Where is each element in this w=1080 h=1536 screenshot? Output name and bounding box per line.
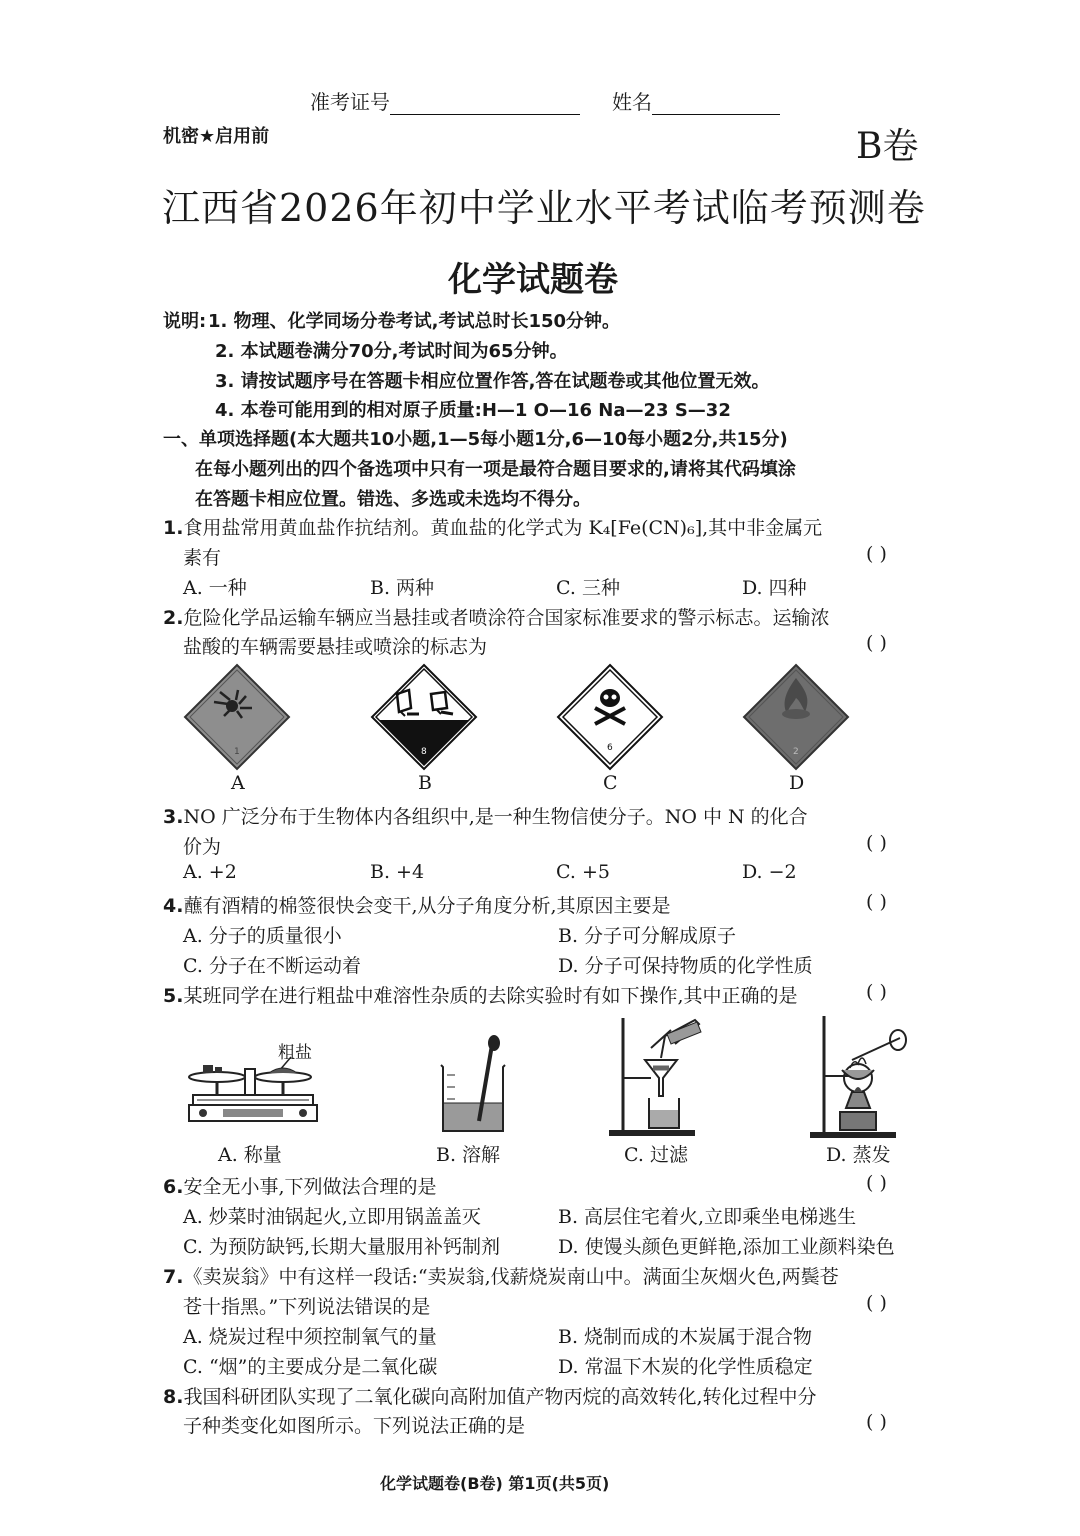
page-subtitle: 化学试题卷 [448, 260, 618, 300]
q5-label-c: C. 过滤 [624, 1144, 688, 1166]
q4-option-b: B. 分子可分解成原子 [558, 925, 737, 947]
sign-number-8: 8 [421, 747, 427, 757]
question-3-line2: 价为 [183, 836, 222, 858]
q5-label-b: B. 溶解 [436, 1144, 501, 1166]
q6-option-c: C. 为预防缺钙,长期大量服用补钙制剂 [183, 1236, 500, 1258]
question-1-line2: 素有 [183, 547, 222, 569]
question-2-text: 危险化学品运输车辆应当悬挂或者喷涂符合国家标准要求的警示标志。运输浓 [183, 607, 830, 629]
q2-label-a: A [231, 772, 245, 794]
name-label: 姓名 [612, 90, 652, 114]
filtration-setup-icon [605, 1014, 705, 1138]
salt-label: 粗盐 [278, 1043, 312, 1063]
question-8-text: 我国科研团队实现了二氧化碳向高附加值产物丙烷的高效转化,转化过程中分 [183, 1386, 817, 1408]
q7-option-d: D. 常温下木炭的化学性质稳定 [558, 1356, 813, 1378]
q7-option-b: B. 烧制而成的木炭属于混合物 [558, 1326, 813, 1348]
question-7: 7.《卖炭翁》中有这样一段话:“卖炭翁,伐薪烧炭南山中。满面尘灰烟火色,两鬓苍 [163, 1266, 839, 1288]
page-title: 江西省2026年初中学业水平考试临考预测卷 [162, 186, 926, 230]
note-item-4: 4. 本卷可能用到的相对原子质量:H—1 O—16 Na—23 S—32 [215, 400, 731, 421]
answer-paren-4: ( ) [866, 891, 887, 913]
answer-paren-6: ( ) [866, 1172, 887, 1194]
ticket-number-label: 准考证号 [310, 90, 390, 114]
ticket-number-blank [390, 92, 580, 115]
question-7-text: 《卖炭翁》中有这样一段话:“卖炭翁,伐薪烧炭南山中。满面尘灰烟火色,两鬓苍 [183, 1266, 839, 1288]
notes-lead: 说明: [163, 311, 207, 332]
question-5: 5.某班同学在进行粗盐中难溶性杂质的去除实验时有如下操作,其中正确的是 [163, 985, 798, 1007]
question-2: 2.危险化学品运输车辆应当悬挂或者喷涂符合国家标准要求的警示标志。运输浓 [163, 607, 830, 629]
q3-option-a: A. +2 [183, 861, 237, 883]
hazard-sign-toxic-icon [557, 664, 663, 770]
volume-label: B卷 [856, 126, 919, 167]
question-6-text: 安全无小事,下列做法合理的是 [183, 1176, 437, 1198]
q1-option-c: C. 三种 [556, 577, 620, 599]
q1-option-d: D. 四种 [742, 577, 807, 599]
answer-paren-5: ( ) [866, 981, 887, 1003]
q6-option-d: D. 使馒头颜色更鲜艳,添加工业颜料染色 [558, 1236, 895, 1258]
question-3: 3.NO 广泛分布于生物体内各组织中,是一种生物信使分子。NO 中 N 的化合 [163, 806, 808, 828]
q7-option-a: A. 烧炭过程中须控制氧气的量 [183, 1326, 437, 1348]
note-item-2: 2. 本试题卷满分70分,考试时间为65分钟。 [215, 341, 568, 362]
page-footer: 化学试题卷(B卷) 第1页(共5页) [380, 1474, 610, 1493]
q6-option-a: A. 炒菜时油锅起火,立即用锅盖盖灭 [183, 1206, 481, 1228]
hazard-sign-flammable-icon [743, 664, 849, 770]
answer-paren-8: ( ) [866, 1411, 887, 1433]
question-7-line2: 苍十指黑。”下列说法错误的是 [183, 1296, 431, 1318]
sign-number-6: 6 [607, 743, 613, 753]
q3-option-b: B. +4 [370, 861, 425, 883]
question-8-line2: 子种类变化如图所示。下列说法正确的是 [183, 1415, 526, 1437]
section-desc-1: 在每小题列出的四个备选项中只有一项是最符合题目要求的,请将其代码填涂 [195, 459, 796, 480]
q7-option-c: C. “烟”的主要成分是二氧化碳 [183, 1356, 438, 1378]
hazard-sign-corrosive-icon [371, 664, 477, 770]
q3-option-d: D. −2 [742, 861, 797, 883]
q5-label-a: A. 称量 [218, 1144, 282, 1166]
question-5-text: 某班同学在进行粗盐中难溶性杂质的去除实验时有如下操作,其中正确的是 [183, 985, 798, 1007]
note-item-3: 3. 请按试题序号在答题卡相应位置作答,答在试题卷或其他位置无效。 [215, 371, 770, 392]
question-3-text: NO 广泛分布于生物体内各组织中,是一种生物信使分子。NO 中 N 的化合 [183, 806, 808, 828]
q3-option-c: C. +5 [556, 861, 610, 883]
beaker-stirring-icon [433, 1035, 513, 1135]
note-item-1: 1. 物理、化学同场分卷考试,考试总时长150分钟。 [208, 311, 621, 332]
question-1-text: 食用盐常用黄血盐作抗结剂。黄血盐的化学式为 K₄[Fe(CN)₆],其中非金属元 [183, 517, 823, 539]
q1-option-a: A. 一种 [183, 577, 247, 599]
question-1: 1.食用盐常用黄血盐作抗结剂。黄血盐的化学式为 K₄[Fe(CN)₆],其中非金属元 [163, 517, 823, 539]
name-blank [652, 92, 780, 115]
sign-number-1: 1 [234, 747, 240, 757]
question-8: 8.我国科研团队实现了二氧化碳向高附加值产物丙烷的高效转化,转化过程中分 [163, 1386, 817, 1408]
q4-option-d: D. 分子可保持物质的化学性质 [558, 955, 813, 977]
ticket-number-field [310, 86, 580, 115]
section-desc-2: 在答题卡相应位置。错选、多选或未选均不得分。 [195, 489, 591, 510]
q1-option-b: B. 两种 [370, 577, 435, 599]
q4-option-c: C. 分子在不断运动着 [183, 955, 361, 977]
q2-label-c: C [603, 772, 618, 794]
answer-paren-1: ( ) [866, 543, 887, 565]
name-field [612, 86, 780, 115]
answer-paren-7: ( ) [866, 1292, 887, 1314]
sign-number-2: 2 [793, 747, 799, 757]
question-4-text: 蘸有酒精的棉签很快会变干,从分子角度分析,其原因主要是 [183, 895, 671, 917]
question-6: 6.安全无小事,下列做法合理的是 [163, 1176, 437, 1198]
q2-label-d: D [789, 772, 805, 794]
answer-paren-2: ( ) [866, 632, 887, 654]
q2-label-b: B [418, 772, 432, 794]
question-2-line2: 盐酸的车辆需要悬挂或喷涂的标志为 [183, 636, 488, 658]
q5-label-d: D. 蒸发 [826, 1144, 891, 1166]
confidential-mark: 机密★启用前 [163, 126, 270, 147]
section-heading: 一、单项选择题(本大题共10小题,1—5每小题1分,6—10每小题2分,共15分) [163, 429, 788, 450]
hazard-sign-explosive-icon [184, 664, 290, 770]
evaporation-setup-icon [806, 1012, 916, 1140]
q4-option-a: A. 分子的质量很小 [183, 925, 342, 947]
balance-scale-icon [183, 1055, 323, 1135]
q6-option-b: B. 高层住宅着火,立即乘坐电梯逃生 [558, 1206, 857, 1228]
question-4: 4.蘸有酒精的棉签很快会变干,从分子角度分析,其原因主要是 [163, 895, 671, 917]
answer-paren-3: ( ) [866, 832, 887, 854]
